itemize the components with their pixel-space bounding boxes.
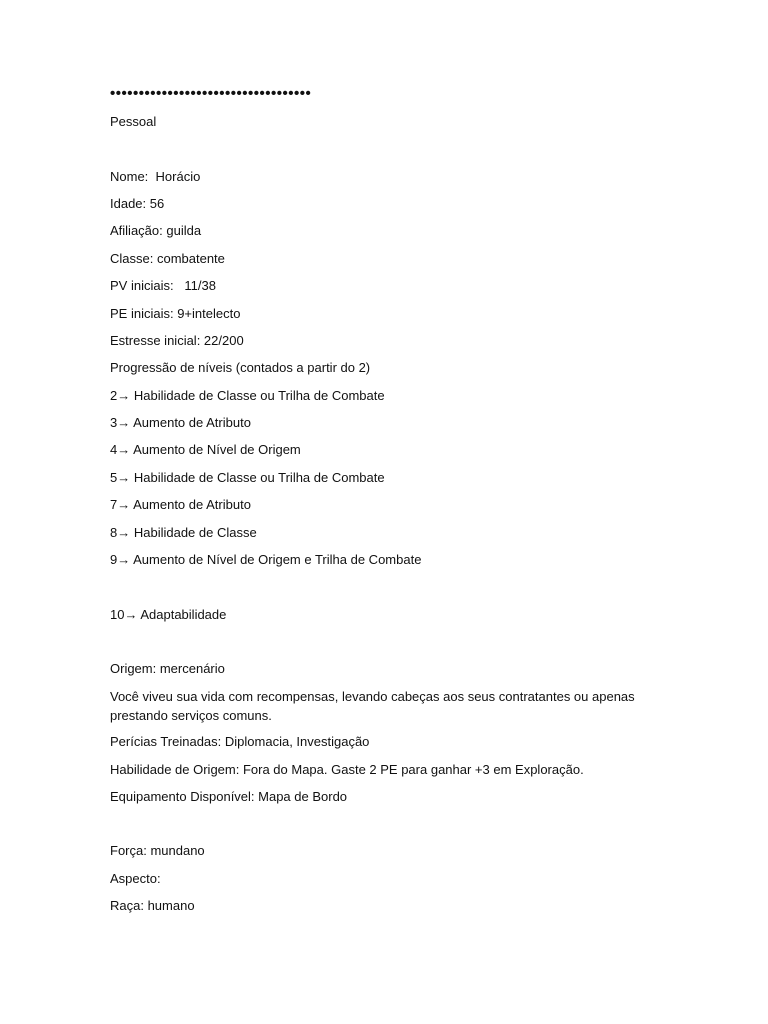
level-item: 7→ Aumento de Atributo xyxy=(110,497,251,512)
level-item: 2→ Habilidade de Classe ou Trilha de Combate xyxy=(110,388,385,403)
trait-aspecto: Aspecto: xyxy=(110,871,161,886)
origin-habilidade: Habilidade de Origem: Fora do Mapa. Gaste 2 PE para ganhar +3 em Exploração. xyxy=(110,762,584,777)
level-item: 9→ Aumento de Nível de Origem e Trilha de Combate xyxy=(110,552,422,567)
field-afiliacao: Afiliação: guilda xyxy=(110,223,202,238)
trait-forca: Força: mundano xyxy=(110,843,205,858)
field-pv: PV iniciais: 11/38 xyxy=(110,278,216,293)
field-idade: Idade: 56 xyxy=(110,196,165,211)
field-nome: Nome: Horácio xyxy=(110,169,201,184)
origin-equipamento: Equipamento Disponível: Mapa de Bordo xyxy=(110,789,348,804)
level-item: 5→ Habilidade de Classe ou Trilha de Combate xyxy=(110,470,385,485)
origin-pericias: Perícias Treinadas: Diplomacia, Investigação xyxy=(110,734,370,749)
field-estresse: Estresse inicial: 22/200 xyxy=(110,333,244,348)
dotted-separator: ••••••••••••••••••••••••••••••••••• xyxy=(110,85,312,102)
progression-title: Progressão de níveis (contados a partir do 2) xyxy=(110,360,371,375)
level-item: 8→ Habilidade de Classe xyxy=(110,525,257,540)
level-item: 3→ Aumento de Atributo xyxy=(110,415,251,430)
level-item: 10→ Adaptabilidade xyxy=(110,607,227,622)
origin-description: Você viveu sua vida com recompensas, levando cabeças aos seus contratantes ou apenas prestando serviços comuns. xyxy=(110,689,635,723)
origin-title: Origem: mercenário xyxy=(110,661,225,676)
field-pe: PE iniciais: 9+intelecto xyxy=(110,306,241,321)
section-title: Pessoal xyxy=(110,114,157,129)
level-item: 4→ Aumento de Nível de Origem xyxy=(110,442,301,457)
trait-raca: Raça: humano xyxy=(110,898,195,913)
field-classe: Classe: combatente xyxy=(110,251,225,266)
